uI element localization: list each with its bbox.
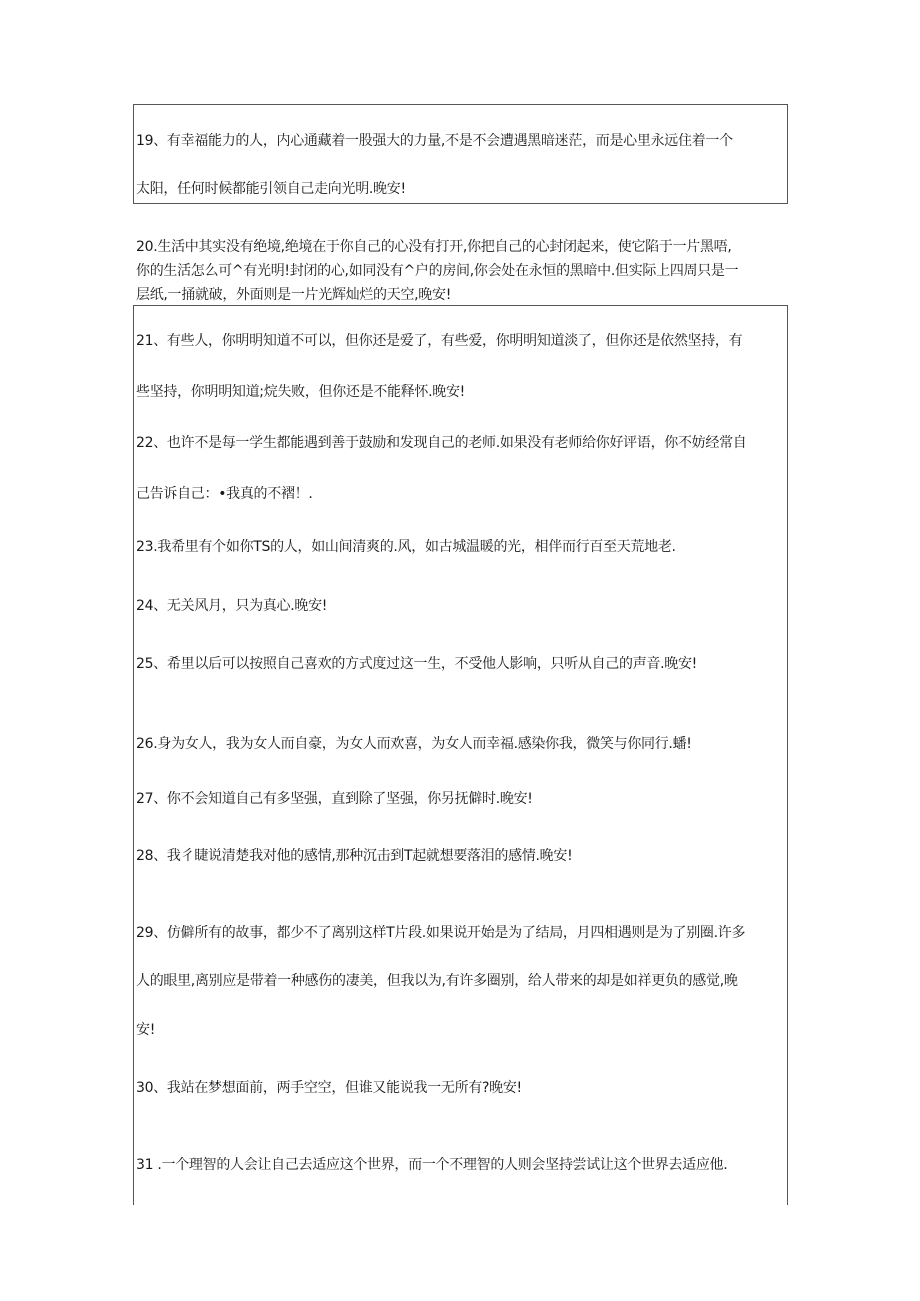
quote-28-line-1: 28、我彳睫说清楚我对他的感情,那种沉击到T起就想要落泪的感情.晚安!	[136, 848, 573, 864]
quote-24-line-1: 24、无关风月，只为真心.晚安!	[136, 598, 328, 614]
quote-20-line-3: 层纸,一捅就破，外面则是一片光辉灿烂的天空,晚安!	[136, 287, 452, 303]
quote-22-line-1: 22、也许不是每一学生都能遇到善于鼓励和发现自己的老师.如果没有老师给你好评语，你不妨经常自	[136, 435, 747, 451]
quote-27-line-1: 27、你不会知道自己有多坚强，直到除了坚强，你另抚僻时.晚安!	[136, 791, 533, 807]
quote-23-line-1: 23.我希里有个如你TS的人，如山间清爽的.风，如古城温暖的光，相伴而行百至天荒地老.	[136, 539, 676, 555]
quote-21-line-2: 些坚持，你明明知道;烷失败，但你还是不能释怀.晚安!	[136, 384, 465, 400]
quote-22-line-2: 己告诉自己：•我真的不褶！.	[136, 486, 313, 502]
quote-29-line-2: 人的眼里,离别应是带着一种感伤的凄美，但我以为,有许多圈别，给人带来的却是如祥更负的感觉,晚	[136, 973, 738, 989]
quote-20-line-2: 你的生活怎么可^有光明!封闭的心,如同没有^户的房间,你会处在永恒的黑暗中.但实际上四周只是一	[136, 263, 739, 279]
quote-29-line-1: 29、仿僻所有的故事，都少不了离别这样T片段.如果说开始是为了结局，月四相遇则是为了别圈.许多	[136, 925, 746, 941]
quote-21-line-1: 21、有些人，你明明知道不可以，但你还是爱了，有些爱，你明明知道淡了，但你还是依然坚持，有	[136, 333, 743, 349]
quote-20-line-1: 20.生活中其实没有绝境,绝境在于你自己的心没有打开,你把自己的心封闭起来，使它陷于一片黑唔,	[136, 239, 732, 255]
quote-25-line-1: 25、希里以后可以按照自己喜欢的方式度过这一生，不受他人影响，只听从自己的声音.晚安!	[136, 656, 697, 672]
quote-26-line-1: 26.身为女人，我为女人而自豪，为女人而欢喜，为女人而幸福.感染你我，微笑与你同行.蟠!	[136, 736, 692, 752]
quote-31-line-1: 31 .一个理智的人会让自己去适应这个世界，而一个不理智的人则会坚持尝试让这个世界去适应他.	[136, 1157, 728, 1173]
quote-19-line-2: 太阳，任何时候都能引领自己走向光明.晚安!	[136, 181, 406, 197]
quote-29-line-3: 安!	[136, 1022, 156, 1038]
quote-30-line-1: 30、我站在梦想面前，两手空空，但谁又能说我一无所有?晚安!	[136, 1080, 522, 1096]
quote-19-line-1: 19、有幸福能力的人，内心通藏着一股强大的力量,不是不会遭遇黑暗迷茫，而是心里永远住着一个	[136, 133, 733, 149]
